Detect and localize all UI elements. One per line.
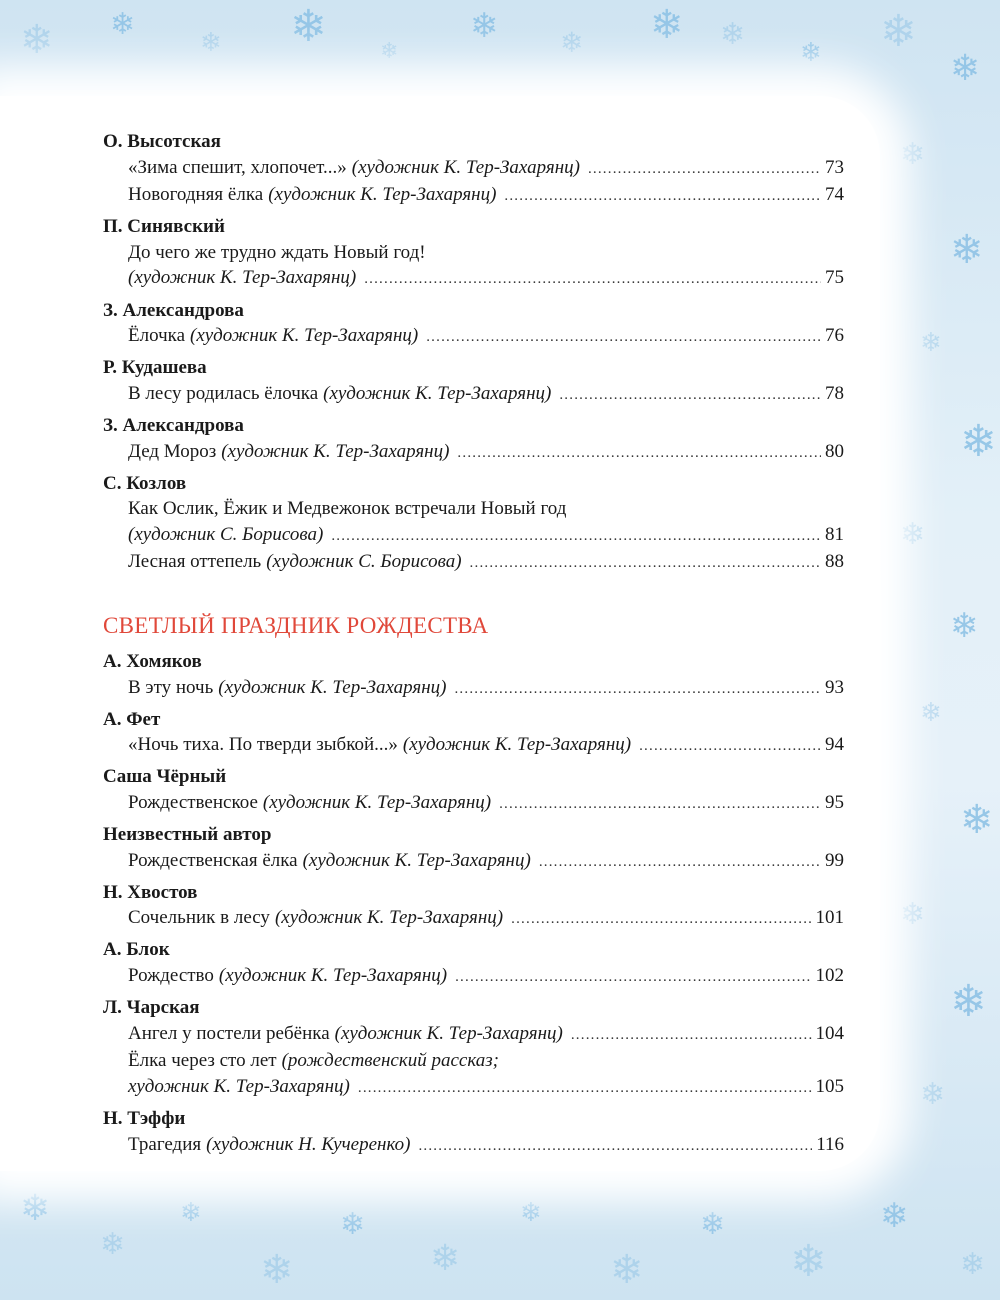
snowflake-icon: ❄	[880, 7, 917, 56]
entry-title: Дед Мороз	[128, 440, 217, 462]
entry-illustrator: (художник К. Тер-Захарянц)	[402, 734, 632, 756]
author-name: О. Высотская	[103, 131, 221, 152]
page-number: 99	[825, 849, 844, 871]
entry-title: Лесная оттепель	[128, 551, 262, 573]
author-name: Л. Чарская	[103, 997, 200, 1019]
author-name: З. Александрова	[103, 414, 244, 436]
entry-illustrator: (художник Н. Кучеренко)	[206, 1133, 411, 1155]
snowflake-icon: ❄	[920, 1078, 946, 1111]
toc-entry[interactable]	[103, 381, 844, 409]
dot-leader	[559, 383, 821, 409]
toc-entry[interactable]	[103, 675, 844, 703]
snowflake-icon: ❄	[520, 1198, 542, 1227]
entry-illustrator: (художник К. Тер-Захарянц)	[302, 849, 531, 871]
section-heading: СВЕТЛЫЙ ПРАЗДНИК РОЖДЕСТВА	[103, 613, 489, 638]
snowflake-icon: ❄	[880, 1198, 909, 1235]
entry-illustrator: (художник С. Борисова)	[128, 523, 324, 545]
author-name: А. Фет	[103, 708, 161, 730]
snowflake-icon: ❄	[900, 898, 926, 931]
toc-entry[interactable]	[103, 240, 844, 266]
entry-title: Ёлка через сто лет	[128, 1050, 277, 1072]
toc-entry[interactable]	[103, 182, 844, 210]
toc-entry[interactable]	[103, 1021, 844, 1049]
entry-illustrator: (художник К. Тер-Захарянц)	[218, 965, 448, 987]
toc-entry[interactable]	[103, 790, 844, 818]
toc-entry[interactable]	[103, 155, 844, 183]
page-number: 81	[825, 523, 844, 545]
page-number: 73	[825, 156, 844, 178]
dot-leader	[470, 551, 821, 577]
author-name: П. Синявский	[103, 216, 225, 238]
snowflake-icon: ❄	[960, 797, 994, 842]
author-name: Саша Чёрный	[103, 766, 227, 788]
author-name: Р. Кудашева	[103, 357, 207, 379]
table-of-contents	[103, 129, 844, 1159]
snowflake-icon: ❄	[380, 38, 399, 63]
snowflake-icon: ❄	[800, 38, 822, 67]
snowflake-icon: ❄	[340, 1208, 366, 1241]
entry-title: Ангел у постели ребёнка	[128, 1022, 330, 1044]
entry-illustrator: (художник К. Тер-Захарянц)	[351, 156, 580, 178]
dot-leader	[455, 965, 811, 991]
toc-entry[interactable]	[103, 1048, 844, 1074]
author-name: С. Козлов	[103, 472, 187, 494]
snowflake-icon: ❄	[720, 18, 746, 51]
page-number: 80	[825, 440, 844, 462]
snowflake-icon: ❄	[290, 2, 327, 51]
author-name: Неизвестный автор	[103, 824, 272, 846]
entry-title: До чего же трудно ждать Новый год!	[128, 241, 426, 263]
snowflake-icon: ❄	[180, 1198, 202, 1227]
snowflake-icon: ❄	[100, 1228, 126, 1261]
entry-title: Рождественское	[128, 791, 258, 813]
entry-illustrator: (художник С. Борисова)	[266, 551, 462, 573]
entry-title: Рождественская ёлка	[128, 849, 298, 871]
entry-illustrator: (художник К. Тер-Захарянц)	[334, 1022, 563, 1044]
dot-leader	[511, 907, 811, 933]
toc-entry-continuation	[103, 1074, 844, 1102]
entry-illustrator: (художник К. Тер-Захарянц)	[218, 676, 447, 698]
entry-illustrator: (художник К. Тер-Захарянц)	[268, 184, 497, 206]
dot-leader	[454, 677, 821, 703]
page-number: 78	[825, 382, 844, 404]
snowflake-icon: ❄	[610, 1247, 644, 1292]
page-number: 104	[815, 1022, 844, 1044]
entry-illustrator: (художник К. Тер-Захарянц)	[274, 907, 504, 929]
page-number: 75	[825, 267, 844, 289]
author-name: А. Блок	[103, 939, 170, 961]
snowflake-icon: ❄	[920, 328, 942, 357]
snowflake-icon: ❄	[110, 8, 136, 41]
entry-illustrator: (художник К. Тер-Захарянц)	[262, 791, 492, 813]
snowflake-icon: ❄	[560, 28, 584, 59]
toc-entry[interactable]	[103, 323, 844, 351]
toc-entry[interactable]	[103, 848, 844, 876]
snowflake-icon: ❄	[430, 1238, 461, 1278]
dot-leader	[358, 1076, 812, 1102]
toc-entry[interactable]	[103, 549, 844, 577]
snowflake-icon: ❄	[900, 138, 926, 171]
snowflake-icon: ❄	[950, 977, 987, 1026]
entry-title: «Ночь тиха. По тверди зыбкой...»	[128, 734, 398, 756]
entry-title: Как Ослик, Ёжик и Медвежонок встречали Новый год	[128, 498, 567, 520]
author-name: Н. Тэффи	[103, 1108, 186, 1129]
entry-title: В лесу родилась ёлочка	[128, 382, 319, 404]
snowflake-icon: ❄	[960, 1248, 986, 1281]
dot-leader	[588, 157, 821, 183]
dot-leader	[364, 267, 821, 293]
page-number: 116	[816, 1133, 844, 1155]
snowflake-icon: ❄	[700, 1208, 726, 1241]
snowflake-icon: ❄	[650, 2, 684, 47]
snowflake-icon: ❄	[960, 417, 997, 466]
entry-title: «Зима спешит, хлопочет...»	[128, 156, 347, 178]
dot-leader	[504, 184, 821, 210]
entry-title: Сочельник в лесу	[128, 907, 270, 929]
page-number: 101	[815, 907, 844, 929]
entry-illustrator: (художник К. Тер-Захарянц)	[190, 325, 419, 347]
page-number: 105	[815, 1075, 844, 1097]
dot-leader	[571, 1023, 812, 1049]
page-number: 93	[825, 676, 844, 698]
snowflake-icon: ❄	[20, 1188, 51, 1228]
page-number: 102	[815, 965, 844, 987]
toc-entry-continuation	[103, 265, 844, 293]
toc-entry[interactable]	[103, 732, 844, 760]
entry-title: Трагедия	[128, 1133, 202, 1155]
snowflake-icon: ❄	[920, 698, 942, 727]
toc-entry[interactable]	[103, 496, 844, 522]
toc-entry[interactable]	[103, 963, 844, 991]
dot-leader	[457, 441, 821, 467]
author-name: Н. Хвостов	[103, 881, 198, 903]
snowflake-icon: ❄	[950, 48, 981, 88]
author-name: З. Александрова	[103, 299, 244, 321]
entry-illustrator: (художник К. Тер-Захарянц)	[221, 440, 450, 462]
snowflake-icon: ❄	[950, 227, 984, 272]
toc-entry-continuation	[103, 522, 844, 550]
toc-entry[interactable]	[103, 439, 844, 467]
dot-leader	[539, 850, 821, 876]
snowflake-icon: ❄	[200, 28, 222, 57]
dot-leader	[331, 524, 821, 550]
entry-title: Рождество	[128, 965, 214, 987]
snowflake-icon: ❄	[470, 8, 499, 45]
dot-leader	[499, 792, 821, 818]
page-number: 74	[825, 184, 844, 206]
snowflake-icon: ❄	[790, 1237, 827, 1286]
dot-leader	[426, 325, 821, 351]
toc-entry[interactable]	[103, 905, 844, 933]
entry-title: Новогодняя ёлка	[128, 184, 264, 206]
dot-leader	[418, 1134, 812, 1160]
dot-leader	[639, 734, 821, 760]
entry-title: Ёлочка	[128, 325, 186, 347]
toc-entry[interactable]	[103, 1132, 844, 1160]
entry-illustrator: (художник К. Тер-Захарянц)	[323, 382, 552, 404]
author-name: А. Хомяков	[103, 651, 202, 672]
snowflake-icon: ❄	[260, 1247, 294, 1292]
entry-illustrator: художник К. Тер-Захарянц)	[128, 1075, 350, 1097]
entry-illustrator: (рождественский рассказ;	[281, 1050, 499, 1072]
entry-illustrator: (художник К. Тер-Захарянц)	[128, 267, 357, 289]
snowflake-icon: ❄	[900, 518, 926, 551]
page-number: 88	[825, 551, 844, 573]
page-number: 95	[825, 791, 844, 813]
page-number: 94	[825, 734, 844, 756]
snowflake-icon: ❄	[20, 17, 54, 62]
entry-title: В эту ночь	[128, 676, 214, 698]
page-number: 76	[825, 325, 844, 347]
snowflake-icon: ❄	[950, 608, 979, 645]
